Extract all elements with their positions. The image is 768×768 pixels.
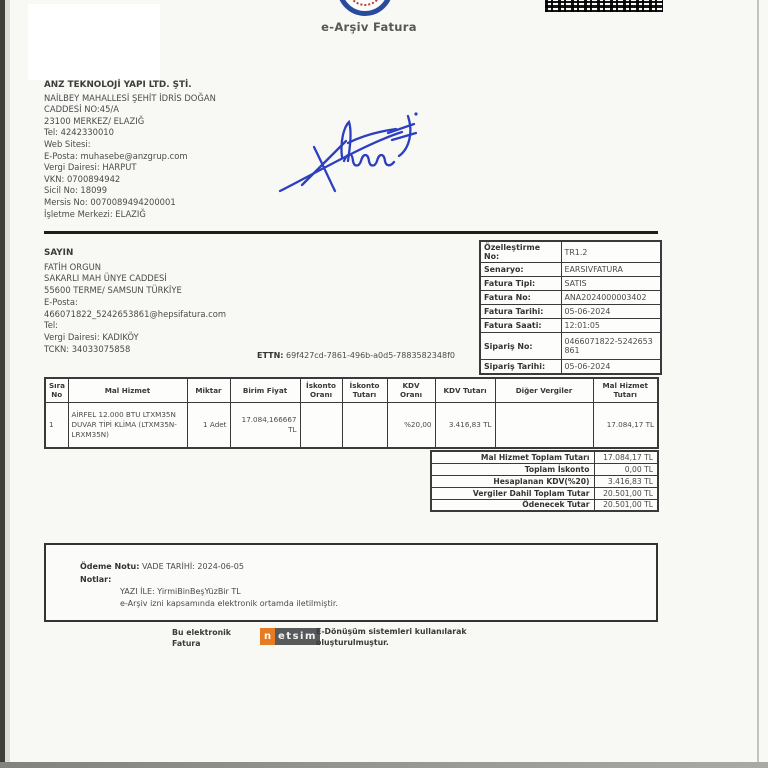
buyer-email-value: 466071822_5242653861@hepsifatura.com (44, 308, 227, 319)
seller-email: E-Posta: muhasebe@anzgrup.com (44, 150, 188, 161)
totals-row (431, 499, 658, 511)
seller-address-line: 23100 MERKEZ/ ELAZIĞ (44, 115, 145, 126)
payment-note-value: VADE TARİHİ: 2024-06-05 (141, 562, 244, 571)
info-value: 05-06-2024 (561, 305, 661, 319)
footer-left-line1: Bu elektronik (172, 628, 231, 637)
ettn-line (257, 351, 455, 360)
info-row (480, 333, 661, 360)
info-row (480, 263, 661, 277)
info-label: Fatura Tipi: (480, 277, 561, 291)
col-header-kdv-orani: KDV Oranı (387, 378, 435, 402)
totals-value: 0,00 TL (594, 463, 658, 475)
info-value: TR1.2 (561, 241, 661, 263)
seller-address-line: NAİLBEY MAHALLESİ ŞEHİT İDRİS DOĞAN (44, 92, 216, 103)
item-kdv-orani: %20,00 (387, 402, 435, 448)
item-tutar: 17.084,17 TL (593, 402, 658, 448)
payment-note-label: Ödeme Notu: (80, 562, 140, 571)
info-row (480, 277, 661, 291)
col-header-miktar: Miktar (187, 378, 230, 402)
netsim-logo (260, 628, 320, 645)
info-row (480, 241, 661, 263)
col-header-diger-vergiler: Diğer Vergiler (495, 378, 593, 402)
info-value: 12:01:05 (561, 319, 661, 333)
info-label: Fatura Tarihi: (480, 305, 561, 319)
footer-left-line2: Fatura (172, 638, 201, 648)
item-row (45, 402, 658, 448)
info-row (480, 305, 661, 319)
col-header-mal-hizmet-tutari: Mal Hizmet Tutarı (593, 378, 658, 402)
totals-value: 20.501,00 TL (594, 499, 658, 511)
col-header-iskonto-orani: İskonto Oranı (300, 378, 342, 402)
col-header-sira-no: Sıra No (45, 378, 68, 402)
info-label: Sipariş No: (480, 333, 561, 360)
seller-name: ANZ TEKNOLOJİ YAPI LTD. ŞTİ. (44, 80, 192, 90)
photo-edge-left-shade (5, 0, 10, 768)
totals-value: 3.416,83 TL (594, 475, 658, 487)
item-iskonto-orani (300, 402, 342, 448)
info-value: SATIS (561, 277, 661, 291)
ettn-label: ETTN: (257, 351, 284, 360)
seller-mersis-no: Mersis No: 0070089494200001 (44, 196, 176, 207)
footer-right-text (316, 627, 467, 648)
buyer-tckn: TCKN: 34033075858 (44, 343, 131, 354)
photo-edge-bottom (0, 762, 768, 768)
seller-block (44, 80, 216, 220)
signature (272, 103, 422, 203)
footer-right-line1: E-Dönüşüm sistemleri kullanılarak (316, 627, 467, 636)
totals-label: Ödenecek Tutar (431, 499, 594, 511)
invoice-info-box (479, 240, 662, 375)
item-miktar: 1 Adet (187, 402, 230, 448)
footer-right-line2: oluşturulmuştur. (316, 637, 389, 647)
buyer-block (44, 248, 226, 355)
info-row (480, 360, 661, 374)
blank-logo-area (28, 4, 160, 80)
info-value: ANA2024000003402 (561, 291, 661, 305)
ettn-value: 69f427cd-7861-496b-a0d5-7883582348f0 (286, 351, 455, 360)
buyer-name: FATİH ORGUN (44, 261, 101, 272)
seller-tax-office: Vergi Dairesi: HARPUT (44, 162, 137, 173)
totals-value: 20.501,00 TL (594, 487, 658, 499)
totals-label: Hesaplanan KDV(%20) (431, 475, 594, 487)
item-iskonto-tutari (342, 402, 387, 448)
totals-label: Toplam İskonto (431, 463, 594, 475)
item-mal-hizmet: AİRFEL 12.000 BTU LTXM35N DUVAR TİPİ KLİMA (LTXM35N-LRXM35N) (68, 402, 187, 448)
totals-value: 17.084,17 TL (594, 451, 658, 463)
items-header-row (45, 378, 658, 402)
seller-phone: Tel: 4242330010 (44, 127, 114, 138)
info-label: Sipariş Tarihi: (480, 360, 561, 374)
info-value: EARSIVFATURA (561, 263, 661, 277)
totals-table (430, 450, 659, 512)
totals-label: Mal Hizmet Toplam Tutarı (431, 451, 594, 463)
netsim-logo-n: n (260, 628, 275, 645)
buyer-tax-office: Vergi Dairesi: KADIKÖY (44, 331, 139, 342)
info-row (480, 291, 661, 305)
item-sira: 1 (45, 402, 68, 448)
item-birim-fiyat: 17.084,166667 TL (230, 402, 300, 448)
notes-label: Notlar: (80, 574, 112, 584)
document-title: e-Arşiv Fatura (321, 20, 417, 34)
seller-sicil-no: Sicil No: 18099 (44, 185, 108, 196)
totals-label: Vergiler Dahil Toplam Tutar (431, 487, 594, 499)
col-header-kdv-tutari: KDV Tutarı (435, 378, 495, 402)
buyer-address-line: SAKARLI MAH ÜNYE CADDESİ (44, 273, 167, 284)
seller-address-line: CADDESİ NO:45/A (44, 104, 119, 115)
qr-code-icon (545, 0, 663, 12)
seller-website: Web Sitesi: (44, 138, 91, 149)
buyer-phone-label: Tel: (44, 320, 58, 331)
buyer-email-label: E-Posta: (44, 296, 78, 307)
seller-business-center: İşletme Merkezi: ELAZIĞ (44, 208, 146, 219)
info-value: 0466071822-5242653861 (561, 333, 661, 360)
info-value: 05-06-2024 (561, 360, 661, 374)
footer-left-text (172, 628, 231, 649)
totals-row (431, 487, 658, 499)
seller-vkn: VKN: 0700894942 (44, 173, 121, 184)
gib-seal-icon (337, 0, 393, 16)
buyer-address-line: 55600 TERME/ SAMSUN TÜRKİYE (44, 285, 182, 296)
items-table (44, 377, 659, 449)
item-kdv-tutari: 3.416,83 TL (435, 402, 495, 448)
info-label: Fatura No: (480, 291, 561, 305)
totals-row (431, 475, 658, 487)
totals-row (431, 463, 658, 475)
notes-label-line (80, 574, 656, 587)
notes-box (44, 543, 658, 622)
info-row (480, 319, 661, 333)
note-earsiv-statement: e-Arşiv izni kapsamında elektronik ortamda iletilmiştir. (120, 598, 338, 608)
photo-edge-right (757, 0, 759, 762)
note-amount-in-words: YAZI İLE: YirmiBinBeşYüzBir TL (120, 587, 241, 597)
col-header-birim-fiyat: Birim Fiyat (230, 378, 300, 402)
info-label: Fatura Saati: (480, 319, 561, 333)
col-header-mal-hizmet: Mal Hizmet (68, 378, 187, 402)
info-label: Senaryo: (480, 263, 561, 277)
section-divider (44, 231, 658, 234)
payment-note-line (80, 561, 656, 574)
netsim-logo-text: etsim (275, 628, 320, 645)
info-label: Özelleştirme No: (480, 241, 561, 263)
item-diger-vergiler (495, 402, 593, 448)
col-header-iskonto-tutari: İskonto Tutarı (342, 378, 387, 402)
totals-row (431, 451, 658, 463)
buyer-salutation: SAYIN (44, 248, 74, 258)
